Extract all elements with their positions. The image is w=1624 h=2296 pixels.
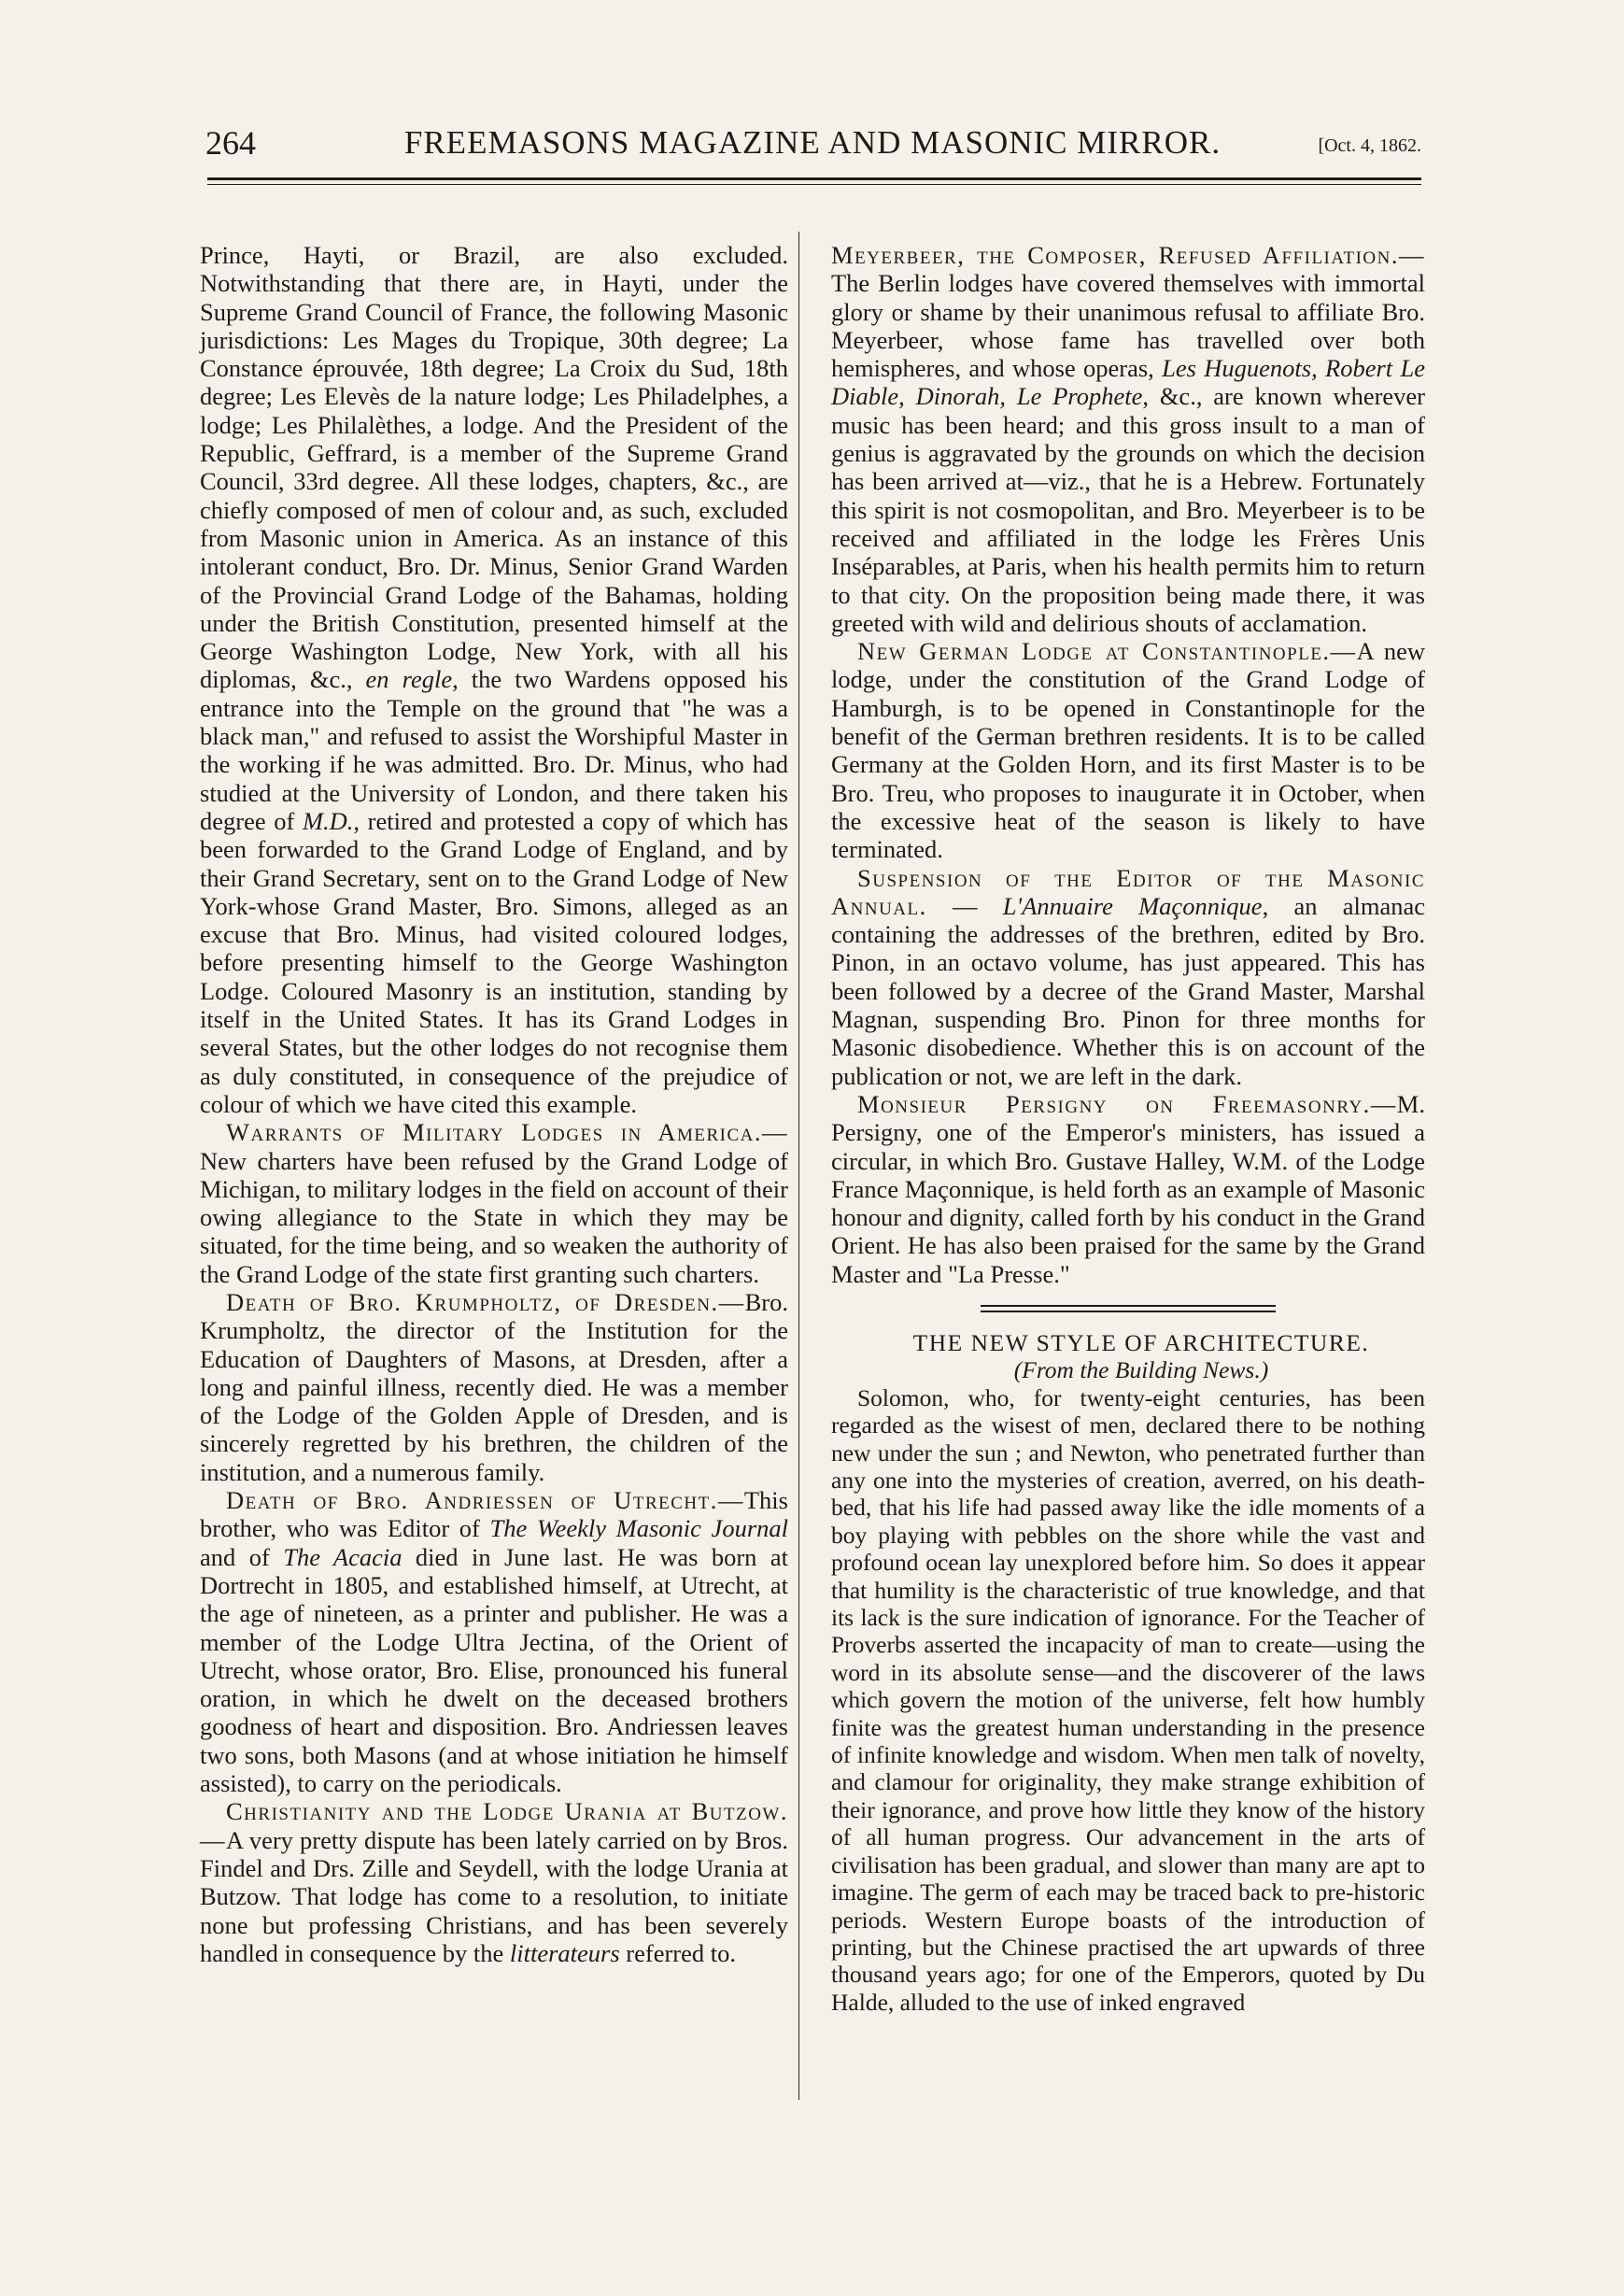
section-heading: Warrants of Military Lodges in America.— [226, 1118, 788, 1147]
paragraph-constantinople: New German Lodge at Constantinople.—A new lodge, under the constitution of the Grand Lodge of Hamburgh, is to be opened in Constantinople for the benefit of the German brethren residents. It is to be called Germany at the Golden Horn, and its first Master is to be Bro. Treu, who proposes to inaugurate it in October, when the excessive heat of the season is likely to have terminated. [831, 637, 1425, 864]
section-heading: Death of Bro. Andriessen of Utrecht.— [226, 1486, 744, 1515]
article-body: Solomon, who, for twenty-eight centuries, has been regarded as the wisest of men, declared there to be nothing new under the sun ; and Newton, who penetrated further than any one into the mysteries of creation, averred, on his death-bed, that his life had passed away like the idle moments of a boy playing with pebbles on the shore while the vast and profound ocean lay unexplored before him. So does it appear that humility is the characteristic of true knowledge, and that its lack is the sure indication of ignorance. For the Teacher of Proverbs asserted the incapacity of man to create—using the word in its absolute sense—and the discoverer of the laws which govern the motion of the universe, felt how humbly finite was the greatest human understanding in the presence of infinite knowledge and wisdom. When men talk of novelty, and clamour for originality, they make strange exhibition of their ignorance, and prove how little they know of the history of all human progress. Our advancement in the arts of civilisation has been gradual, and slower than many are apt to imagine. The germ of each may be traced back to pre-historic periods. Western Europe boasts of the introduction of printing, but the Chinese practised the art upwards of three thousand years ago; for one of the Emperors, quoted by Du Halde, alluded to the use of inked engraved [831, 1383, 1425, 2016]
paragraph-hayti: Prince, Hayti, or Brazil, are also excluded. Notwithstanding that there are, in Hayti, under the Supreme Grand Council of France, the following Masonic jurisdictions: Les Mages du Tropique, 30th degree; La Constance éprouvée, 18th degree; La Croix du Sud, 18th degree; Les Elevès de la nature lodge; Les Philadelphes, a lodge; Les Philalèthes, a lodge. And the President of the Republic, Geffrard, is a member of the Supreme Grand Council, 33rd degree. All these lodges, chapters, &c., are chiefly composed of men of colour and, as such, excluded from Masonic union in America. As an instance of this intolerant conduct, Bro. Dr. Minus, Senior Grand Warden of the Provincial Grand Lodge of the Bahamas, holding under the British Constitution, presented himself at the George Washington Lodge, New York, with all his diplomas, &c., en regle, the two Wardens opposed his entrance into the Temple on the ground that "he was a black man," and refused to assist the Worshipful Master in the working if he was admitted. Bro. Dr. Minus, who had studied at the University of London, and there taken his degree of M.D., retired and protested a copy of which has been forwarded to the Grand Lodge of England, and by their Grand Secretary, sent on to the Grand Lodge of New York-whose Grand Master, Bro. Simons, alleged as an excuse that Bro. Minus, had visited coloured lodges, before presenting himself to the George Washington Lodge. Coloured Masonry is an institution, standing by itself in the United States. It has its Grand Lodges in several States, but the other lodges do not recognise them as duly constituted, in consequence of the prejudice of colour of which we have cited this example. [200, 241, 789, 1118]
architecture-article [831, 1329, 1425, 2016]
header-rule-thin [207, 184, 1421, 185]
paragraph-persigny: Monsieur Persigny on Freemasonry.—M. Persigny, one of the Emperor's ministers, has issued a circular, in which Bro. Gustave Halley, W.M. of the Lodge France Maçonnique, is held forth as an example of Masonic honour and dignity, called forth by his conduct in the Grand Orient. He has also been praised for the same by the Grand Master and "La Presse." [831, 1089, 1425, 1288]
section-heading: Christianity and the Lodge Urania at Butzow.— [200, 1797, 788, 1854]
column-divider [798, 232, 799, 2100]
paragraph-suspension: Suspension of the Editor of the Masonic Annual. — L'Annuaire Maçonnique, an almanac containing the addresses of the brethren, edited by Bro. Pinon, in an octavo volume, has just appeared. This has been followed by a decree of the Grand Master, Marshal Magnan, suspending Bro. Pinon for three months for Masonic disobedience. Whether this is on account of the publication or not, we are left in the dark. [831, 863, 1426, 1090]
left-column [200, 241, 788, 1967]
paragraph-warrants: Warrants of Military Lodges in America.—New charters have been refused by the Grand Lodge of Michigan, to military lodges in the field on account of their owing allegiance to the State in which they may be situated, for the time being, and so weaken the authority of the Grand Lodge of the state first granting such charters. [200, 1118, 788, 1288]
article-title: THE NEW STYLE OF ARCHITECTURE. [912, 1328, 1370, 1356]
article-source: (From the Building News.) [1013, 1356, 1269, 1384]
page-header [205, 120, 1421, 172]
section-heading: Suspension of the Editor of the Masonic Annual. [831, 863, 1425, 920]
paragraph-krumpholtz: Death of Bro. Krumpholtz, of Dresden.—Bro. Krumpholtz, the director of the Institution for the Education of Daughters of Masons, at Dresden, after a long and painful illness, recently died. He was a member of the Lodge of the Golden Apple of Dresden, and is sincerely regretted by his brethren, the children of the institution, and a numerous family. [200, 1287, 788, 1486]
section-heading: New German Lodge at Constantinople.— [857, 637, 1357, 666]
right-column [831, 241, 1425, 2016]
section-heading: Death of Bro. Krumpholtz, of Dresden.— [226, 1287, 745, 1316]
paragraph-christianity: Christianity and the Lodge Urania at Butzow.—A very pretty dispute has been lately carried on by Bros. Findel and Drs. Zille and Seydell, with the lodge Urania at Butzow. That lodge has come to a resolution, to initiate none but professing Christians, and has been severely handled in consequence by the litterateurs referred to. [200, 1797, 788, 1967]
section-heading: Meyerbeer, the Composer, Refused Affiliation.— [831, 241, 1425, 269]
masthead-title: FREEMASONS MAGAZINE AND MASONIC MIRROR. [403, 124, 1222, 161]
page-number: 264 [205, 124, 256, 162]
issue-date: [Oct. 4, 1862. [1318, 135, 1421, 156]
paragraph-meyerbeer: Meyerbeer, the Composer, Refused Affiliation.—The Berlin lodges have covered themselves with immortal glory or shame by their unanimous refusal to affiliate Bro. Meyerbeer, whose fame has travelled over both hemispheres, and whose operas, Les Huguenots, Robert Le Diable, Dinorah, Le Prophete, &c., are known wherever music has been heard; and this gross insult to a man of genius is aggravated by the grounds on which the decision has been arrived at—viz., that he is a Hebrew. Fortunately this spirit is not cosmopolitan, and Bro. Meyerbeer is to be received and affiliated in the lodge les Frères Unis Inséparables, at Paris, when his health permits him to return to that city. On the proposition being made there, it was greeted with wild and delirious shouts of acclamation. [831, 241, 1426, 637]
double-rule-separator [831, 1301, 1425, 1318]
header-rule [207, 177, 1421, 180]
section-heading: Monsieur Persigny on Freemasonry.— [857, 1089, 1397, 1118]
paragraph-andriessen: Death of Bro. Andriessen of Utrecht.—This brother, who was Editor of The Weekly Masonic Journal and of The Acacia died in June last. He was born at Dortrecht in 1805, and established himself, at Utrecht, at the age of nineteen, as a printer and publisher. He was a member of the Lodge Ultra Jectina, of the Orient of Utrecht, whose orator, Bro. Elise, pronounced his funeral oration, in which he dwelt on the deceased brothers goodness of heart and disposition. Bro. Andriessen leaves two sons, both Masons (and at whose initiation he himself assisted), to carry on the periodicals. [200, 1486, 788, 1798]
